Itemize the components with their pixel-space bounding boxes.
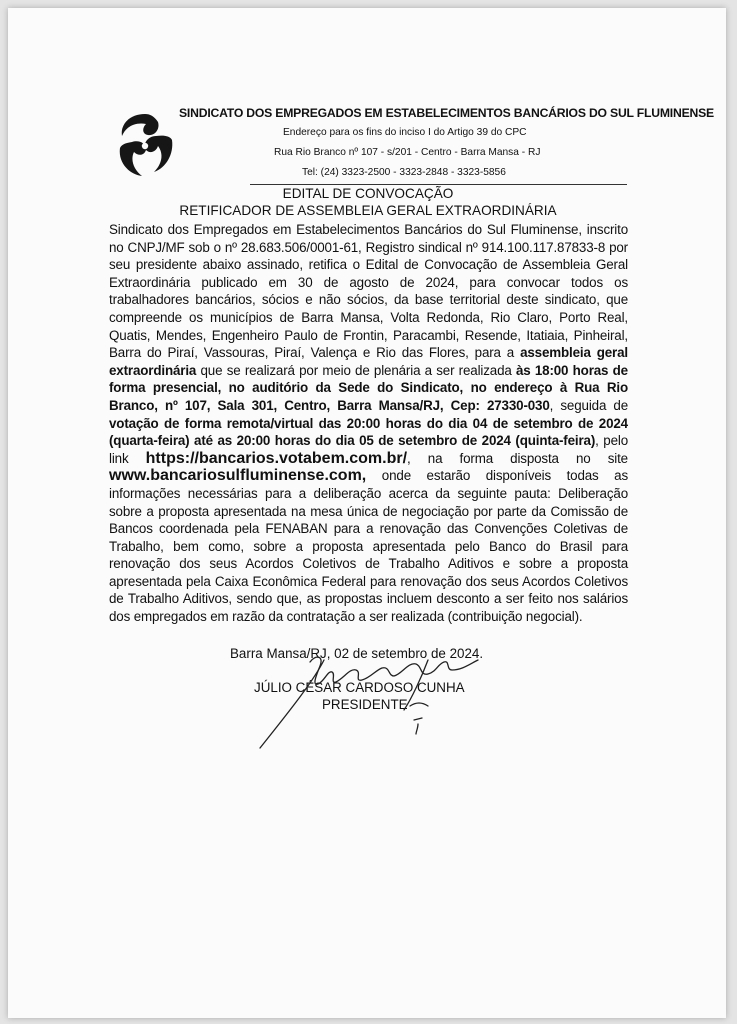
website-link: www.bancariosulfluminense.com, <box>109 467 367 485</box>
document-page <box>8 8 726 1018</box>
header-address-note: Endereço para os fins do inciso I do Artigo 39 do CPC <box>283 127 527 138</box>
header-address: Rua Rio Branco nº 107 - s/201 - Centro - Barra Mansa - RJ <box>274 147 541 158</box>
meeting-time-location: às 18:00 horas de forma presencial, no auditório da Sede do Sindicato, no endereço à Rua Rio Branco, nº 107, Sala 301, Centro, Barra Mansa/RJ, Cep: 27330-030 <box>109 362 628 413</box>
edital-body: Sindicato dos Empregados em Estabelecimentos Bancários do Sul Fluminense, inscrito no CNPJ/MF sob o nº 28.683.506/0001-61, Registro sindical nº 914.100.117.87833-8 por seu presidente abaixo assinado, retifica o Edital de Convocação de Assembleia Geral Extraordinária publicado em 30 de agosto de 2024, para convocar todos os trabalhadores bancários, sócios e não sócios, da base territorial deste sindicato, que compreende os municípios de Barra Mansa, Volta Redonda, Rio Claro, Porto Real, Quatis, Mendes, Engenheiro Paulo de Frontin, Paracambi, Resende, Itatiaia, Pinheiral, Barra do Piraí, Vassouras, Piraí, Valença e Rio das Flores, para a assembleia geral extraordinária que se realizará por meio de plenária a ser realizada às 18:00 horas de forma presencial, no auditório da Sede do Sindicato, no endereço à Rua Rio Branco, nº 107, Sala 301, Centro, Barra Mansa/RJ, Cep: 27330-030, seguida de votação de forma remota/virtual das 20:00 horas do dia 04 de setembro de 2024 (quarta-feira) até as 20:00 horas do dia 05 de setembro de 2024 (quinta-feira), pelo link https://bancarios.votabem.com.br/, na forma disposta no site www.bancariosulfluminense.com, onde estarão disponíveis todas as informações necessárias para a deliberação acerca da seguinte pauta: Deliberação sobre a proposta apresentada na mesa única de negociação por parte da Comissão de Bancos coordenada pela FENABAN para a renovação das Convenções Coletivas de Trabalho, bem como, sobre a proposta apresentada pelo Banco do Brasil para renovação dos seus Acordos Coletivos de Trabalho Aditivos e sobre a proposta apresentada pela Caixa Econômica Federal para renovação dos seus Acordos Coletivos de Trabalho Aditivos, sendo que, as propostas incluem desconto a ser feito nos salários dos empregados em razão da contratação a ser realizada (contribuição negocial). <box>109 222 628 625</box>
union-logo <box>112 110 178 180</box>
edital-title: EDITAL DE CONVOCAÇÃO <box>282 186 454 201</box>
edital-subtitle: RETIFICADOR DE ASSEMBLEIA GERAL EXTRAORDINÁRIA <box>179 203 557 218</box>
header-rule <box>250 184 627 185</box>
signatory-role: PRESIDENTE <box>322 697 408 712</box>
voting-link: https://bancarios.votabem.com.br/ <box>145 449 408 467</box>
assembly-emphasis: assembleia geral extraordinária <box>109 345 628 378</box>
dateline: Barra Mansa/RJ, 02 de setembro de 2024. <box>230 646 484 661</box>
signatory-name: JÚLIO CÉSAR CARDOSO CUNHA <box>254 680 465 695</box>
org-name: SINDICATO DOS EMPREGADOS EM ESTABELECIMENTOS BANCÁRIOS DO SUL FLUMINENSE <box>179 106 714 120</box>
handwritten-signature <box>232 640 522 750</box>
voting-period: votação de forma remota/virtual das 20:00 horas do dia 04 de setembro de 2024 (quarta-feira) até as 20:00 horas do dia 05 de setembro de 2024 (quinta-feira) <box>109 415 628 449</box>
header-phones: Tel: (24) 3323-2500 - 3323-2848 - 3323-5856 <box>302 167 506 178</box>
